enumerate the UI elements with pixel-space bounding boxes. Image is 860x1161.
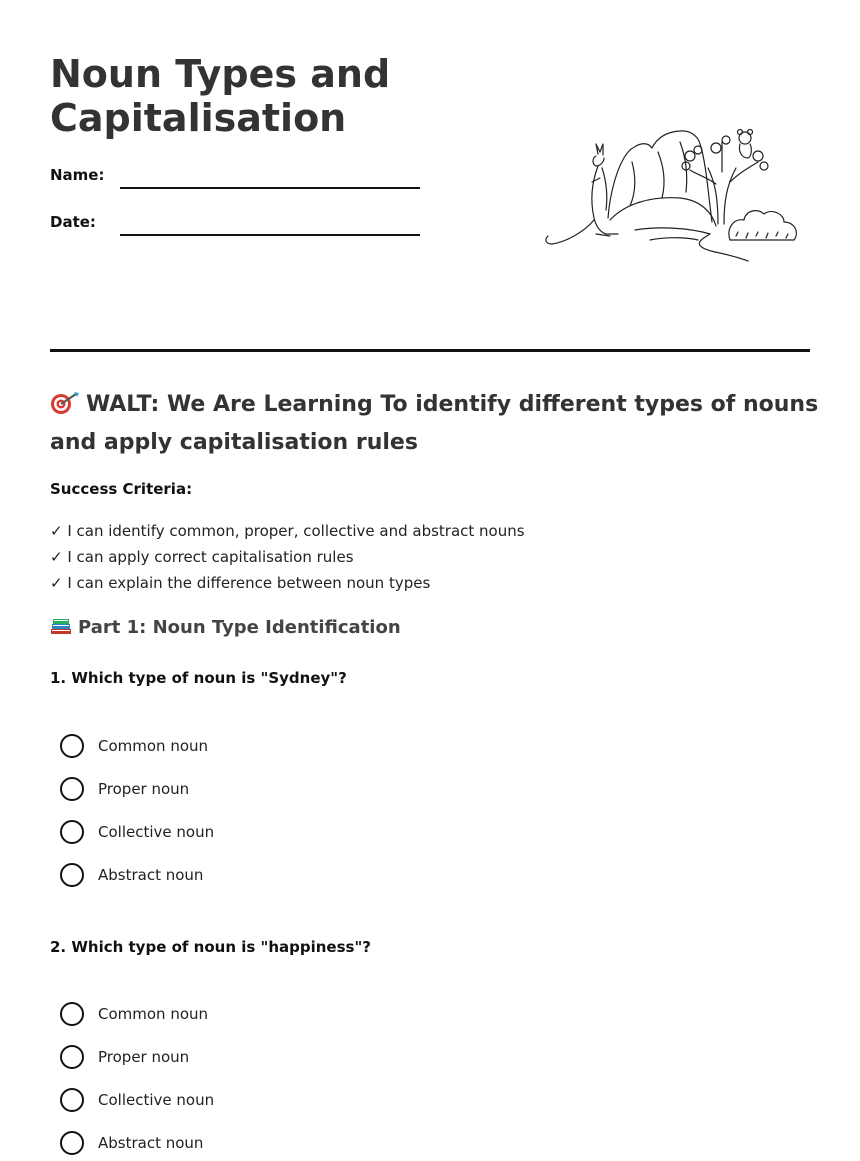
- success-criteria-title: Success Criteria:: [50, 480, 193, 498]
- radio-button[interactable]: [60, 1045, 84, 1069]
- radio-button[interactable]: [60, 1002, 84, 1026]
- q1-option-common[interactable]: [60, 733, 208, 759]
- option-label: Collective noun: [98, 1091, 215, 1109]
- section-divider: [50, 349, 810, 352]
- option-label: Proper noun: [98, 780, 190, 798]
- q1-option-abstract[interactable]: [60, 862, 203, 888]
- success-criteria-item: ✓ I can apply correct capitalisation rules: [50, 548, 354, 566]
- question-2-text: 2. Which type of noun is "happiness"?: [50, 938, 371, 956]
- walt-heading: [50, 386, 820, 462]
- date-label: Date:: [50, 213, 96, 231]
- target-icon: [50, 391, 80, 415]
- q1-option-proper[interactable]: [60, 776, 189, 802]
- radio-button[interactable]: [60, 820, 84, 844]
- radio-button[interactable]: [60, 734, 84, 758]
- worksheet-title: Noun Types and Capitalisation: [50, 52, 391, 140]
- part-1-title: Part 1: Noun Type Identification: [78, 617, 401, 638]
- radio-button[interactable]: [60, 1088, 84, 1112]
- kangaroo-koala-illustration: [540, 122, 802, 264]
- success-criteria-item: ✓ I can explain the difference between noun types: [50, 574, 431, 592]
- q1-option-collective[interactable]: [60, 819, 214, 845]
- name-field[interactable]: [120, 187, 420, 189]
- q2-option-abstract[interactable]: [60, 1130, 203, 1156]
- question-1-text: 1. Which type of noun is "Sydney"?: [50, 669, 347, 687]
- q2-option-collective[interactable]: [60, 1087, 214, 1113]
- success-criteria-list: [50, 518, 525, 596]
- option-label: Common noun: [98, 1005, 209, 1023]
- date-field[interactable]: [120, 234, 420, 236]
- option-label: Abstract noun: [98, 1134, 204, 1152]
- option-label: Common noun: [98, 737, 209, 755]
- q2-option-common[interactable]: [60, 1001, 208, 1027]
- option-label: Proper noun: [98, 1048, 190, 1066]
- part-1-heading: [50, 617, 401, 638]
- name-label: Name:: [50, 166, 105, 184]
- option-label: Abstract noun: [98, 866, 204, 884]
- radio-button[interactable]: [60, 863, 84, 887]
- option-label: Collective noun: [98, 823, 215, 841]
- success-criteria-item: ✓ I can identify common, proper, collective and abstract nouns: [50, 522, 525, 540]
- radio-button[interactable]: [60, 1131, 84, 1155]
- q2-option-proper[interactable]: [60, 1044, 189, 1070]
- walt-text: WALT: We Are Learning To identify different types of nouns and apply capitalisation rules: [50, 392, 819, 455]
- books-icon: [50, 617, 72, 635]
- radio-button[interactable]: [60, 777, 84, 801]
